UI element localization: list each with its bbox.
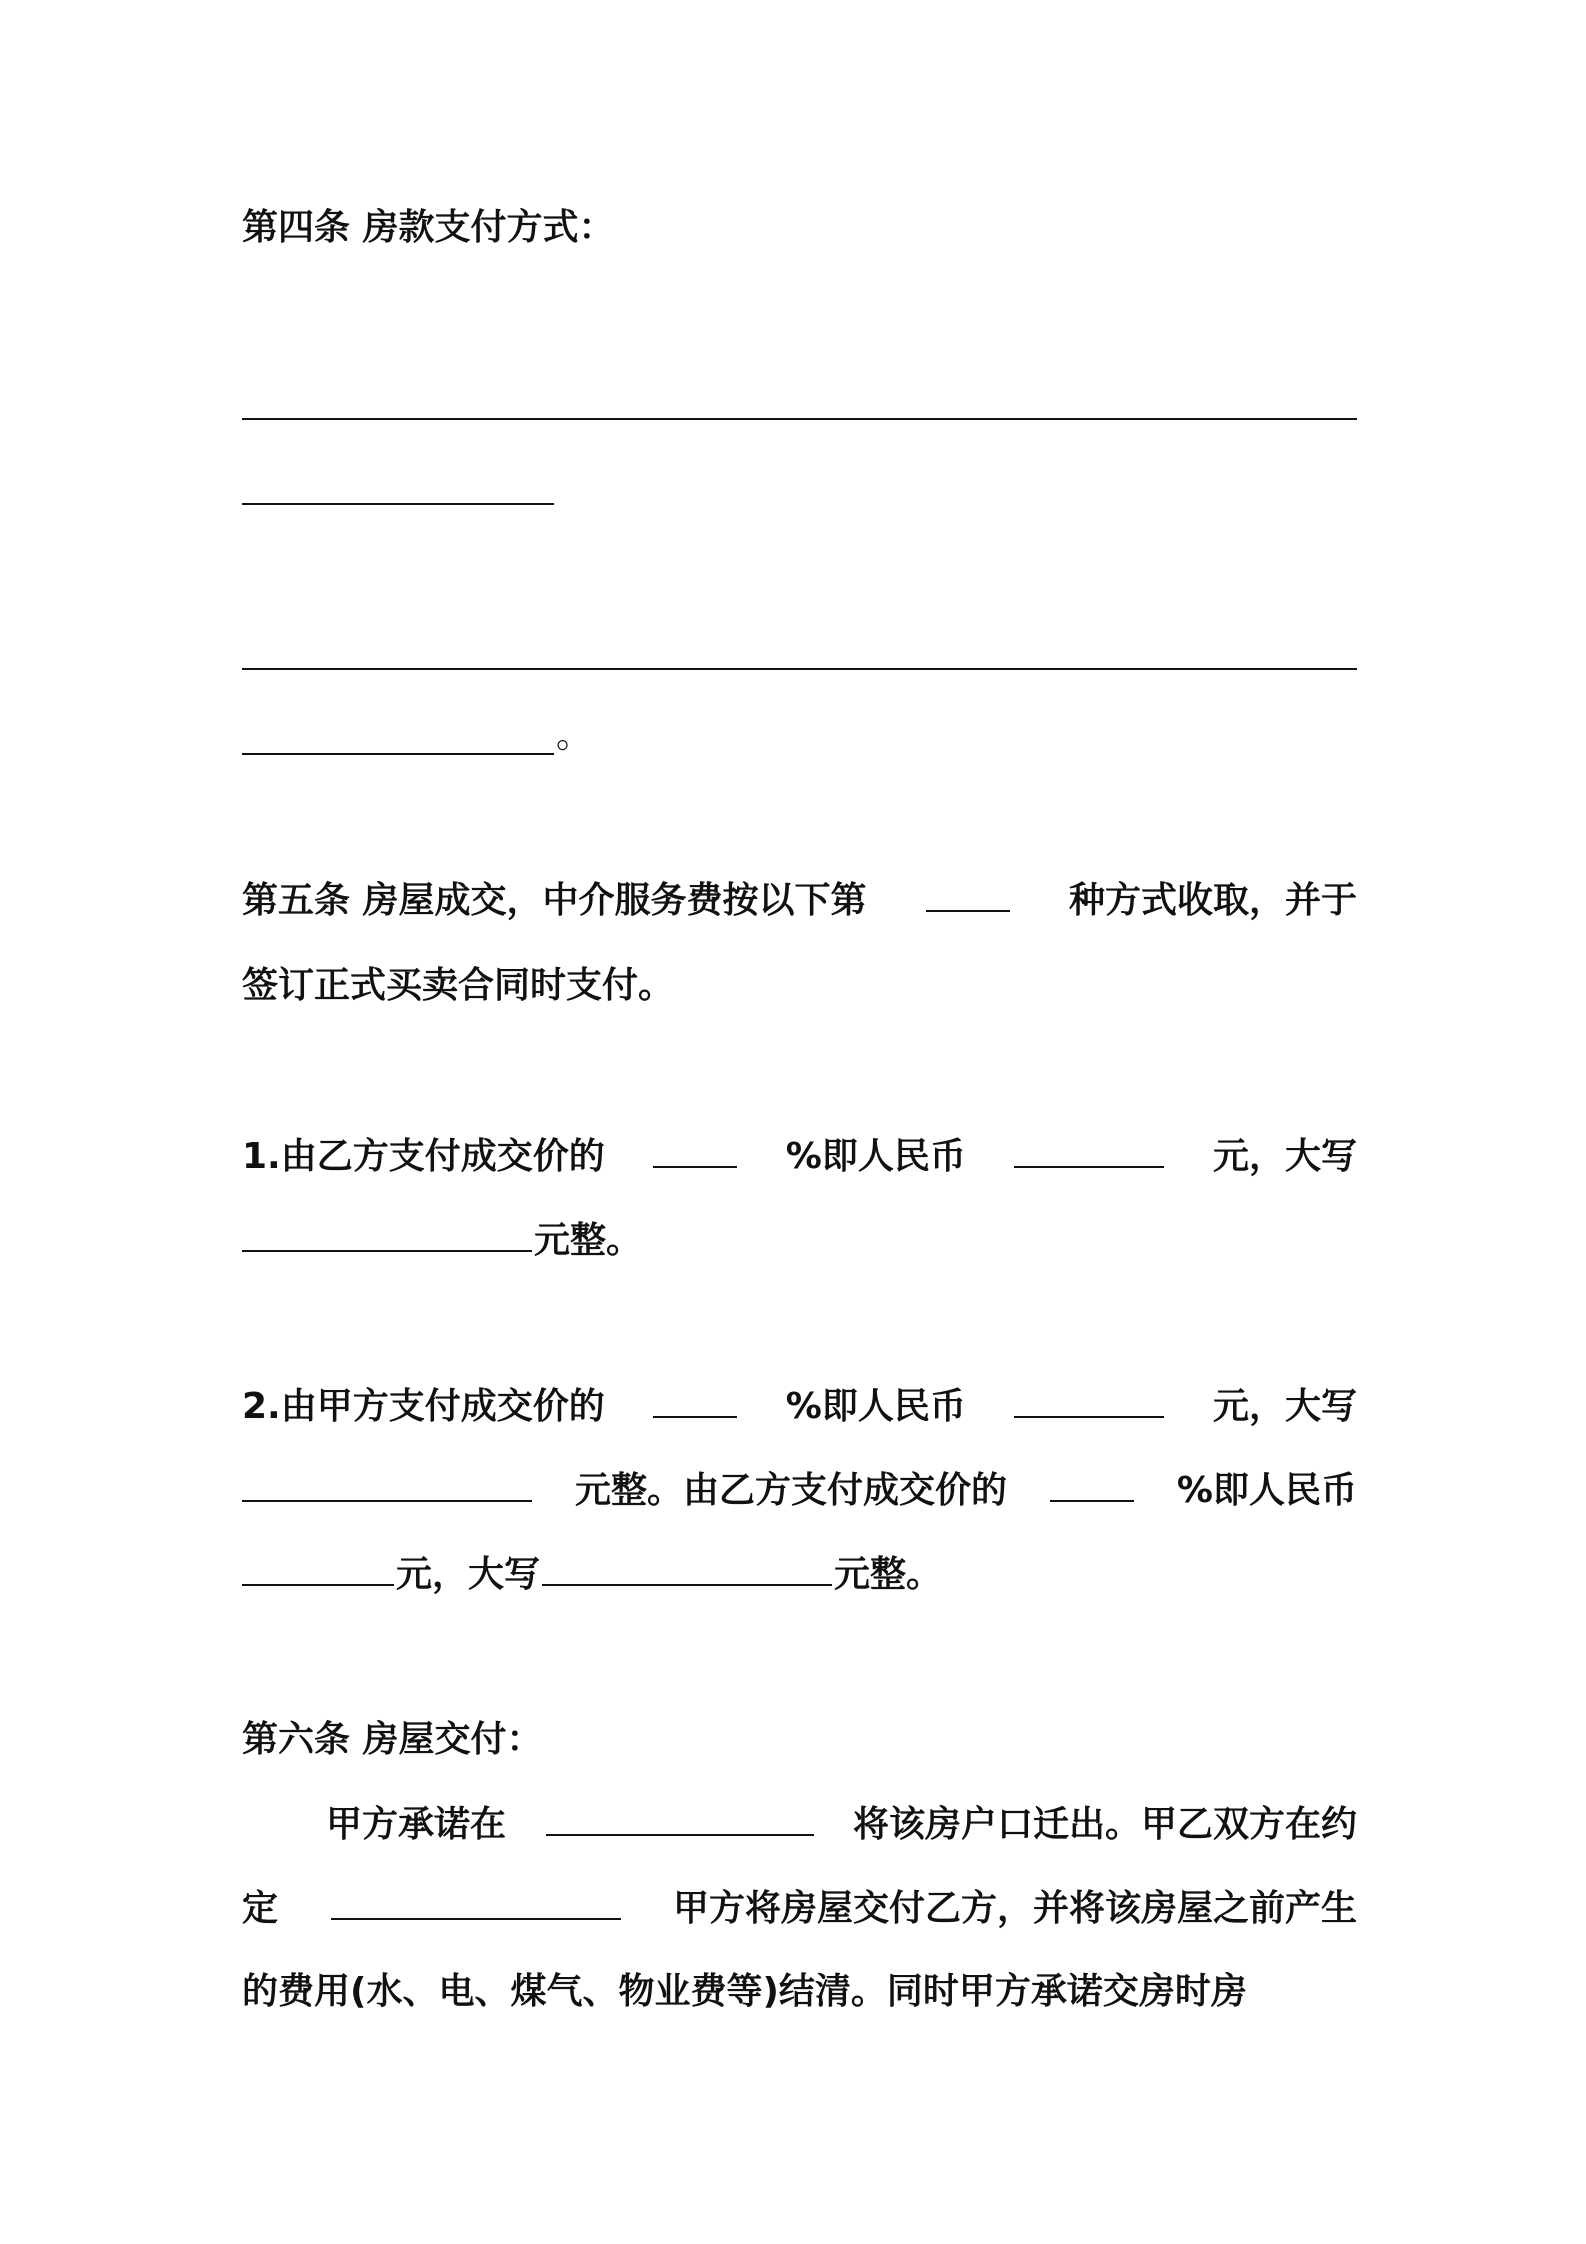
item-1-text: %即人民币 [785,1136,966,1177]
article-4-title: 第四条 房款支付方式： [242,207,615,248]
item-1-line-2 [242,1216,1357,1264]
item-2-line-3 [242,1550,1357,1598]
article-6-text: 将该房户口迁出。甲乙双方在约 [852,1804,1357,1845]
blank-field [546,1800,814,1836]
item-2-line-1 [242,1382,1357,1430]
blank-field [653,1382,737,1418]
blank-field [242,1216,532,1252]
article-6-text: 甲方将房屋交付乙方，并将该房屋之前产生 [672,1888,1357,1929]
period-mark: 。 [556,715,593,756]
article-6-line-3 [242,1968,1357,2016]
blank-line [242,753,554,755]
item-2-text: 2.由甲方支付成交价的 [242,1386,605,1427]
item-2-text: 元，大写 [396,1554,541,1595]
article-6-text: 的费用(水、电、煤气、物业费等)结清。同时甲方承诺交房时房 [242,1971,1247,2012]
item-1-text: 1.由乙方支付成交价的 [242,1136,605,1177]
article-6-line-1 [326,1800,1357,1848]
item-2-text: 元整。 [834,1554,943,1595]
article-6-title: 第六条 房屋交付： [242,1719,543,1760]
article-5-text: 种方式收取，并于 [1068,880,1357,921]
article-6-line-2 [242,1884,1357,1932]
item-2-text: 元，大写 [1212,1386,1357,1427]
blank-field [242,1466,532,1502]
blank-line [242,668,1357,670]
item-1-text: 元，大写 [1212,1136,1357,1177]
item-2-text: %即人民币 [1176,1470,1357,1511]
blank-field [1014,1382,1164,1418]
item-2-line-2 [242,1466,1357,1514]
blank-line [242,418,1357,420]
blank-field [1050,1466,1134,1502]
article-6-text: 甲方承诺在 [326,1804,507,1845]
article-5-text: 第五条 房屋成交，中介服务费按以下第 [242,880,867,921]
blank-field [331,1884,621,1920]
item-1-line-1 [242,1132,1357,1180]
blank-field [542,1550,832,1586]
article-5-line-1 [242,876,1357,924]
blank-field [242,1550,394,1586]
blank-field [926,876,1010,912]
item-2-text: %即人民币 [785,1386,966,1427]
item-2-text: 元整。由乙方支付成交价的 [574,1470,1007,1511]
blank-field [1014,1132,1164,1168]
blank-line [242,503,554,505]
item-1-text: 元整。 [534,1220,643,1261]
blank-field [653,1132,737,1168]
article-6-text: 定 [242,1888,279,1929]
article-5-line-2: 签订正式买卖合同时支付。 [242,965,675,1006]
